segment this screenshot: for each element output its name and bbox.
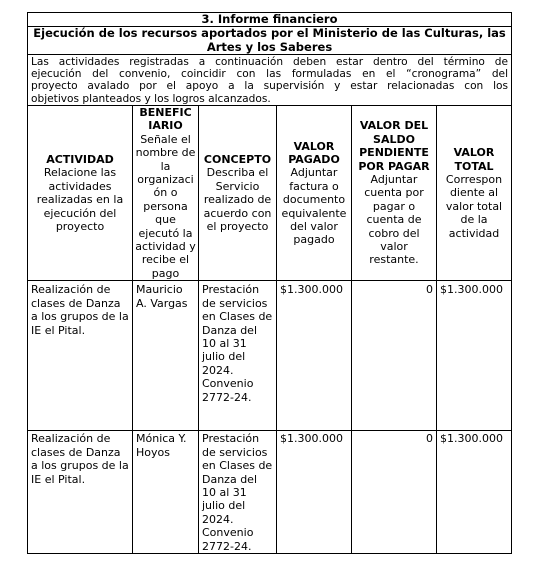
intro-line: objetivos planteados y los logros alcanzados. [31, 92, 271, 105]
cell-concepto: Prestación de servicios en Clases de Danza del 10 al 31 julio del 2024. Convenio 2772-24. [199, 431, 277, 554]
column-title: VALOR DEL SALDO PENDIENTE POR PAGAR [358, 119, 430, 173]
header-row [28, 106, 512, 281]
intro-line: Las actividades registradas a continuación deben estar dentro del término de [31, 56, 509, 68]
column-header-beneficiario [133, 106, 199, 281]
column-title: BENEFIC IARIO [139, 106, 192, 133]
subtitle-line: Artes y los Saberes [206, 39, 333, 54]
intro-paragraph [28, 55, 512, 106]
column-description: Señale el nombre de la organizaci ón o persona que ejecutó la actividad y recibe el pago [135, 132, 196, 280]
financial-report-table [27, 12, 512, 554]
report-subtitle [28, 27, 512, 55]
table-row [28, 431, 512, 554]
cell-actividad: Realización de clases de Danza a los grupos de la IE el Pital. [28, 431, 133, 554]
cell-valor-total: $1.300.000 [437, 431, 512, 554]
column-header-valor-pagado [277, 106, 352, 281]
cell-beneficiario: Mónica Y. Hoyos [133, 431, 199, 554]
column-header-actividad [28, 106, 133, 281]
section-title: 3. Informe financiero [28, 13, 512, 27]
column-title: VALOR TOTAL [453, 146, 495, 173]
cell-beneficiario: Mauricio A. Vargas [133, 281, 199, 431]
cell-concepto: Prestación de servicios en Clases de Danza del 10 al 31 julio del 2024. Convenio 2772-24. [199, 281, 277, 431]
cell-valor-total: $1.300.000 [437, 281, 512, 431]
column-title: CONCEPTO [203, 152, 272, 166]
column-header-valor-total [437, 106, 512, 281]
cell-saldo-pendiente: 0 [352, 281, 437, 431]
cell-valor-pagado: $1.300.000 [277, 281, 352, 431]
column-title: VALOR PAGADO [288, 139, 340, 166]
column-description: Correspon diente al valor total de la actividad [445, 173, 503, 240]
financial-report [27, 12, 511, 554]
column-title: ACTIVIDAD [46, 152, 114, 166]
column-header-saldo-pendiente [352, 106, 437, 281]
column-description: Describa el Servicio realizado de acuerdo con el proyecto [203, 166, 272, 233]
subtitle-line: Ejecución de los recursos aportados por el Ministerio de las Culturas, las [33, 26, 506, 40]
cell-valor-pagado: $1.300.000 [277, 431, 352, 554]
intro-line: ejecución del convenio, coincidir con las formuladas en el “cronograma” del [31, 68, 509, 81]
table-row [28, 281, 512, 431]
column-description: Adjuntar cuenta por pagar o cuenta de cobro del valor restante. [364, 173, 424, 267]
intro-line: proyecto avalado por el apoyo a la supervisión y estar relacionadas con los [31, 80, 509, 93]
cell-actividad: Realización de clases de Danza a los grupos de la IE el Pital. [28, 281, 133, 431]
column-header-concepto [199, 106, 277, 281]
cell-saldo-pendiente: 0 [352, 431, 437, 554]
column-description: Relacione las actividades realizadas en la ejecución del proyecto [36, 166, 124, 233]
column-description: Adjuntar factura o documento equivalente del valor pagado [281, 166, 347, 247]
